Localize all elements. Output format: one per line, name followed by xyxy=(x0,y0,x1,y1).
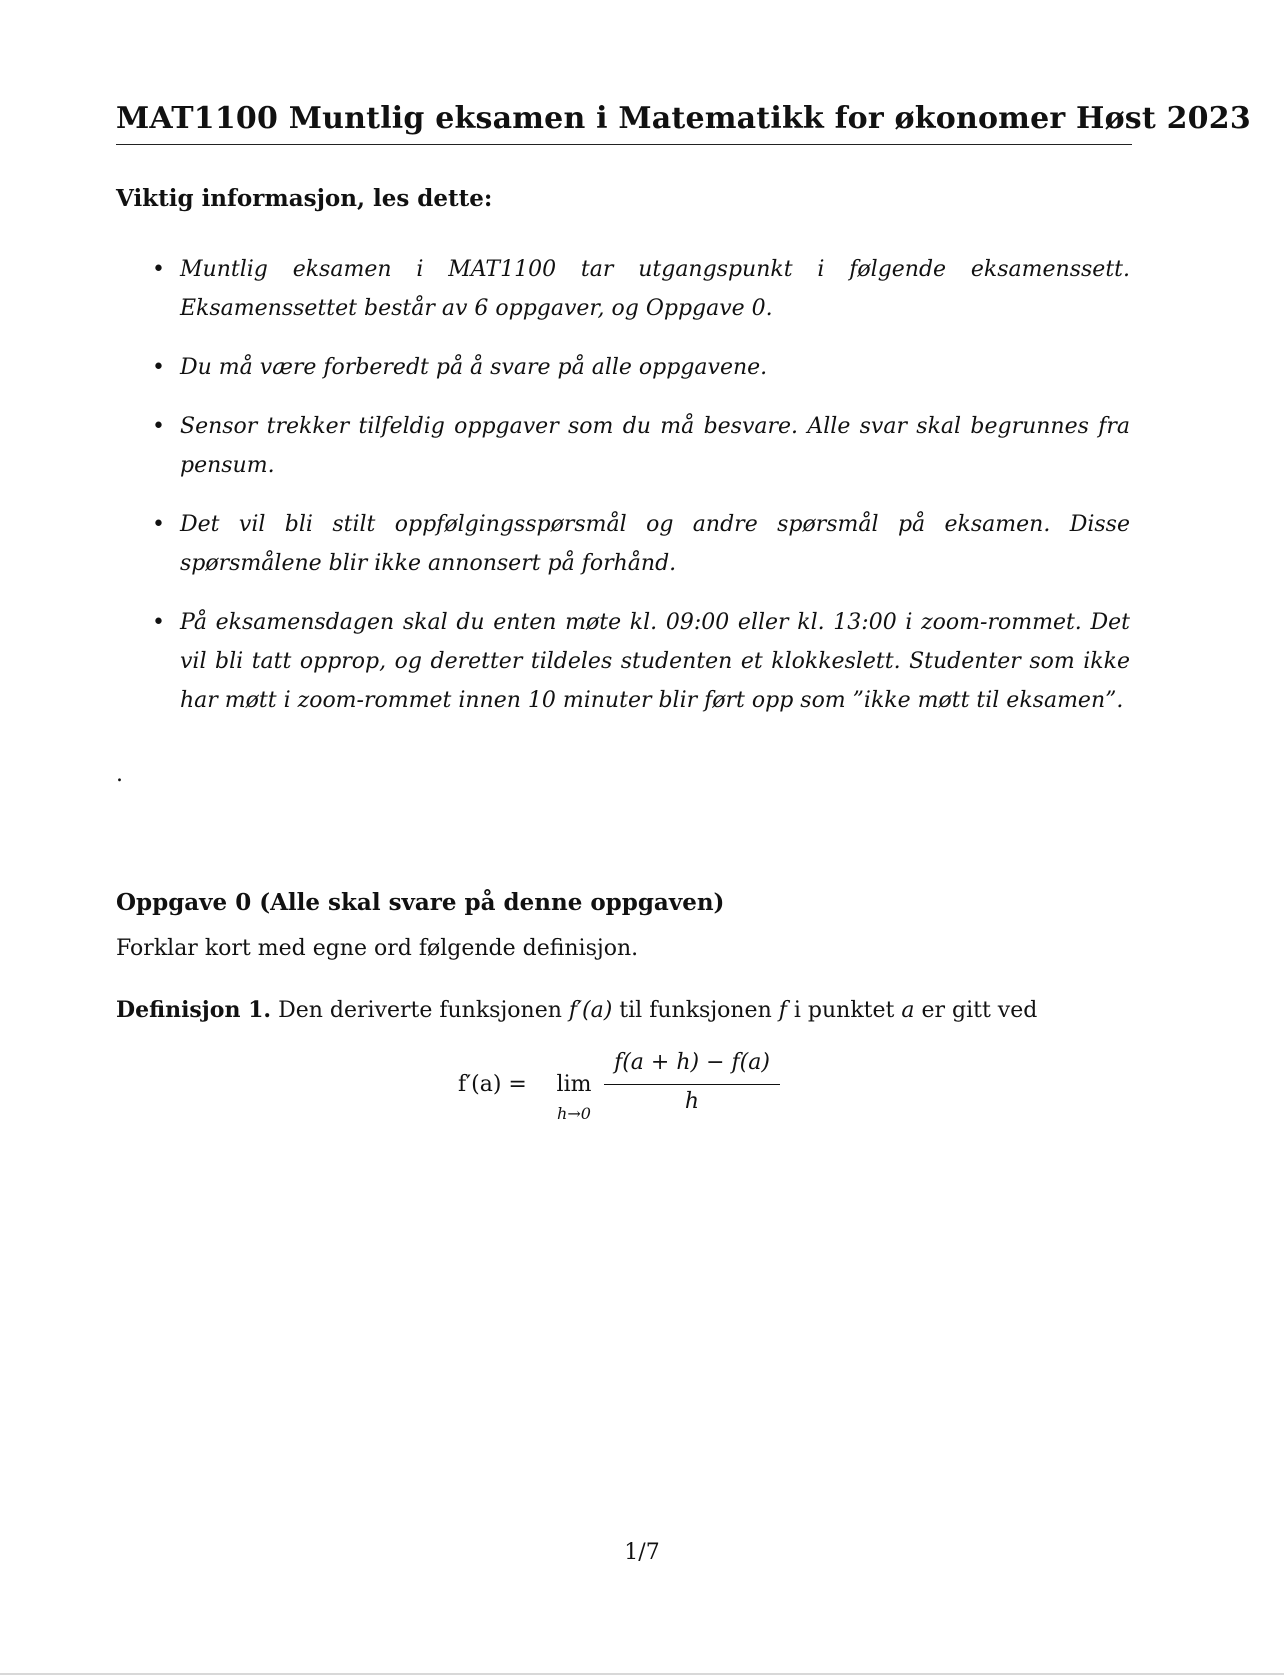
bullet-text: På eksamensdagen skal du enten møte kl. 09:00 eller kl. 13:00 i zoom-rommet. Det vil bli tatt opprop, og deretter tildeles studenten et klokkeslett. Studenter som ikke har møtt i zoom-rommet innen 10 minuter blir ført opp som ”ikke møtt til eksamen”. xyxy=(180,610,1130,713)
task-heading: Oppgave 0 (Alle skal svare på denne oppgaven) xyxy=(116,889,725,916)
list-item xyxy=(150,603,1130,720)
bullet-text: Muntlig eksamen i MAT1100 tar utgangspunkt i følgende eksamenssett. Eksamenssettet består av 6 oppgaver, og Oppgave 0. xyxy=(180,257,1130,321)
definition-f: f xyxy=(778,998,787,1023)
fraction-bar xyxy=(604,1084,780,1085)
definition-paragraph xyxy=(116,997,1037,1023)
document-title: MAT1100 Muntlig eksamen i Matematikk for økonomer Høst 2023 xyxy=(116,101,1251,136)
definition-text-3: i punktet xyxy=(786,998,902,1023)
definition-text-1: Den deriverte funksjonen xyxy=(271,998,569,1023)
bullet-icon: • xyxy=(152,414,165,439)
bullet-icon: • xyxy=(152,512,165,537)
bullet-icon: • xyxy=(152,610,165,635)
definition-fprime: f′(a) xyxy=(568,998,613,1023)
list-item xyxy=(150,407,1130,485)
definition-label: Definisjon 1. xyxy=(116,997,272,1023)
task-text: Forklar kort med egne ord følgende definisjon. xyxy=(116,936,639,961)
definition-text-2: til funksjonen xyxy=(612,998,779,1023)
bullet-text: Det vil bli stilt oppfølgingsspørsmål og andre spørsmål på eksamen. Disse spørsmålene blir ikke annonsert på forhånd. xyxy=(180,512,1130,576)
list-item xyxy=(150,348,1130,387)
info-bullet-list xyxy=(150,250,1130,740)
formula-lhs: f′(a) = xyxy=(458,1072,527,1097)
info-heading: Viktig informasjon, les dette: xyxy=(116,185,493,212)
definition-a: a xyxy=(901,998,915,1023)
formula-lim-subscript: h→0 xyxy=(557,1104,591,1123)
definition-text-4: er gitt ved xyxy=(914,998,1038,1023)
title-underline xyxy=(116,144,1132,145)
formula-fraction xyxy=(604,1050,780,1114)
list-item xyxy=(150,250,1130,328)
stray-period: . xyxy=(116,762,123,787)
formula-lim: lim xyxy=(556,1072,592,1097)
page-number: 1/7 xyxy=(624,1540,660,1565)
formula-denominator: h xyxy=(684,1089,700,1114)
formula-numerator: f(a + h) − f(a) xyxy=(614,1050,770,1075)
list-item xyxy=(150,505,1130,583)
bullet-text: Sensor trekker tilfeldig oppgaver som du må besvare. Alle svar skal begrunnes fra pensum. xyxy=(180,414,1130,478)
bullet-icon: • xyxy=(152,355,165,380)
bullet-text: Du må være forberedt på å svare på alle oppgavene. xyxy=(180,355,768,380)
bullet-icon: • xyxy=(152,257,165,282)
